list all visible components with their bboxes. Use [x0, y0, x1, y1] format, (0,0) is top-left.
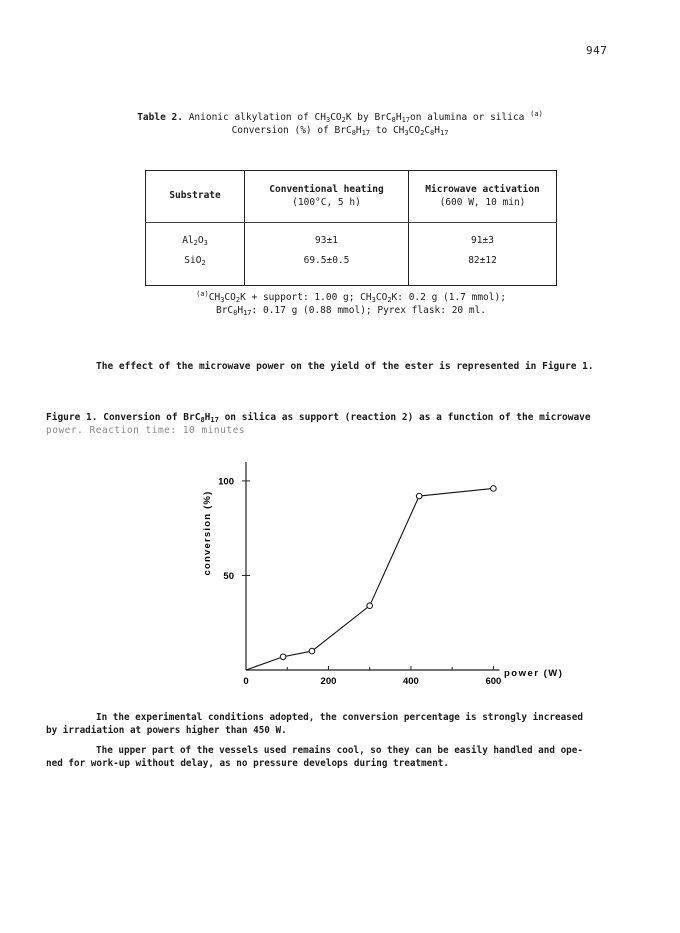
paragraph-1: In the experimental conditions adopted, the conversion percentage is strongly increased by irradiation at powers higher than 450 W.: [46, 712, 583, 736]
figure-caption: Figure 1. Conversion of $BrC_8H_{17}$ on silica as support (reaction 2) as a function of the microwave power. Reaction time: 10 minutes: [46, 412, 646, 438]
effect-sentence: The effect of the microwave power on the yield of the ester is represented in Figure 1.: [96, 361, 594, 372]
figure-label: Figure 1.: [46, 412, 98, 423]
table-subtitle: Conversion (%) of $BrC_8H_{17}$ to $CH_3CO_2C_8H_{17}$: [231, 124, 449, 137]
x-axis-label: power (W): [504, 668, 564, 679]
x-tick-label: 200: [320, 676, 337, 687]
paragraph-2: The upper part of the vessels used remains cool, so they can be easily handled and ope- ned for work-up without delay, as no pressure develops during treatment.: [46, 745, 583, 769]
x-tick-label: 600: [485, 676, 502, 687]
data-point: [309, 648, 315, 654]
y-tick-label: 100: [218, 476, 234, 488]
table-label: Table 2.: [137, 112, 183, 123]
cell-conventional: 93±1: [245, 223, 409, 256]
data-point: [416, 493, 422, 499]
header-microwave: Microwave activation (600 W, 10 min): [409, 171, 557, 223]
y-axis-label: conversion (%): [202, 490, 213, 576]
data-point: [280, 654, 286, 660]
x-tick-label: 400: [402, 676, 419, 687]
cell-substrate: $Al_2O_3$: [146, 223, 245, 256]
table-title-note: (a): [530, 110, 543, 118]
cell-substrate: SiO$_2$: [146, 255, 245, 286]
y-tick-label: 50: [223, 570, 234, 582]
header-substrate: Substrate: [146, 171, 245, 223]
cell-microwave: 82±12: [409, 255, 557, 286]
table-title: Table 2. Anionic alkylation of $CH_3CO_2K$ by $BrC_8H_{17}on$ alumina or silica $^{(a)}$ Conversion (%) of $BrC_8H_{17}$ to $CH_3CO_2C_8H_{17}$: [60, 112, 620, 138]
series-line: [246, 488, 493, 670]
page-number: 947: [586, 44, 608, 57]
cell-microwave: 91±3: [409, 223, 557, 256]
footnote-line-1: $^{(a)}CH_3CO_2K$ + support: 1.00 g; $CH_3CO_2K$: 0.2 g (1.7 mmol);: [196, 290, 506, 304]
header-conventional: Conventional heating (100°C, 5 h): [245, 171, 409, 223]
figure-caption-line-2: power. Reaction time: 10 minutes: [46, 424, 246, 436]
cell-conventional: 69.5±0.5: [245, 255, 409, 286]
x-tick-label: 0: [243, 676, 249, 687]
data-point: [491, 486, 497, 492]
data-point: [367, 603, 373, 609]
footnote-line-2: $BrC_8H_{17}$: 0.17 g (0.88 mmol); Pyrex flask: 20 ml.: [215, 304, 487, 317]
